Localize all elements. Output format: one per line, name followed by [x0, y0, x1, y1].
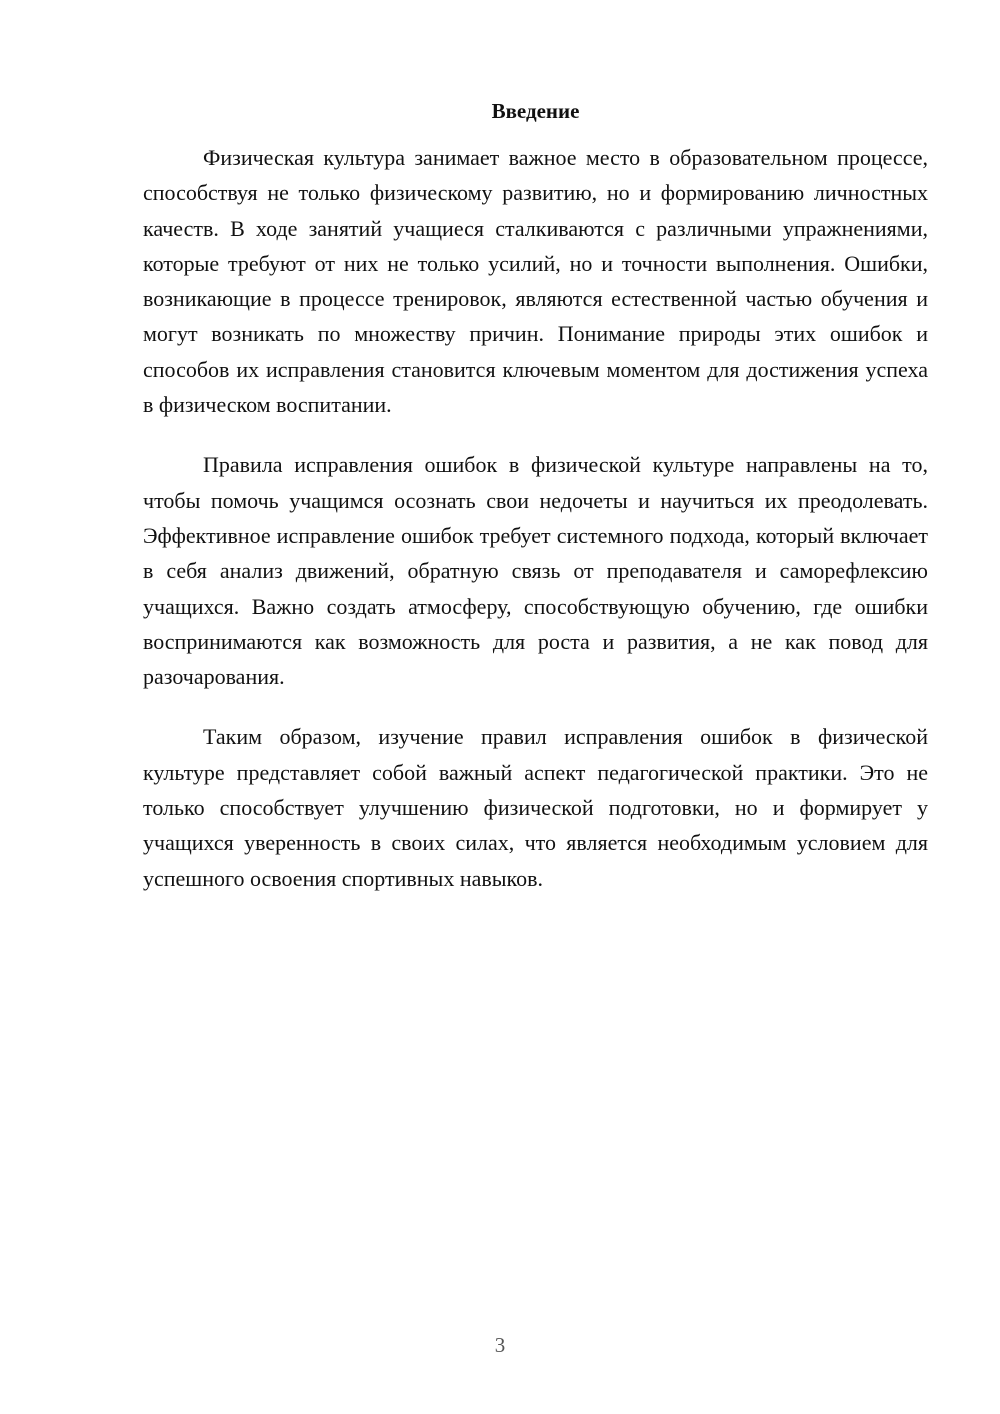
page-number: 3: [494, 1333, 506, 1357]
section-heading: Введение: [491, 99, 580, 123]
paragraph-3: Таким образом, изучение правил исправления ошибок в физической культуре представляет собой важный аспект педагогической практики. Это не только способствует улучшению физической подготовки, но и формирует у учащихся уверенность в своих силах, что является необходимым условием для успешного освоения спортивных навыков.: [143, 724, 928, 891]
paragraph-2: Правила исправления ошибок в физической культуре направлены на то, чтобы помочь учащимся осознать свои недочеты и научиться их преодолевать. Эффективное исправление ошибок требует системного подхода, который включает в себя анализ движений, обратную связь от преподавателя и саморефлексию учащихся. Важно создать атмосферу, способствующую обучению, где ошибки воспринимаются как возможность для роста и развития, а не как повод для разочарования.: [143, 452, 928, 690]
page-content: [143, 96, 928, 921]
paragraph-1: Физическая культура занимает важное место в образовательном процессе, способствуя не только физическому развитию, но и формированию личностных качеств. В ходе занятий учащиеся сталкиваются с различными упражнениями, которые требуют от них не только усилий, но и точности выполнения. Ошибки, возникающие в процессе тренировок, являются естественной частью обучения и могут возникать по множеству причин. Понимание природы этих ошибок и способов их исправления становится ключевым моментом для достижения успеха в физическом воспитании.: [143, 145, 928, 418]
